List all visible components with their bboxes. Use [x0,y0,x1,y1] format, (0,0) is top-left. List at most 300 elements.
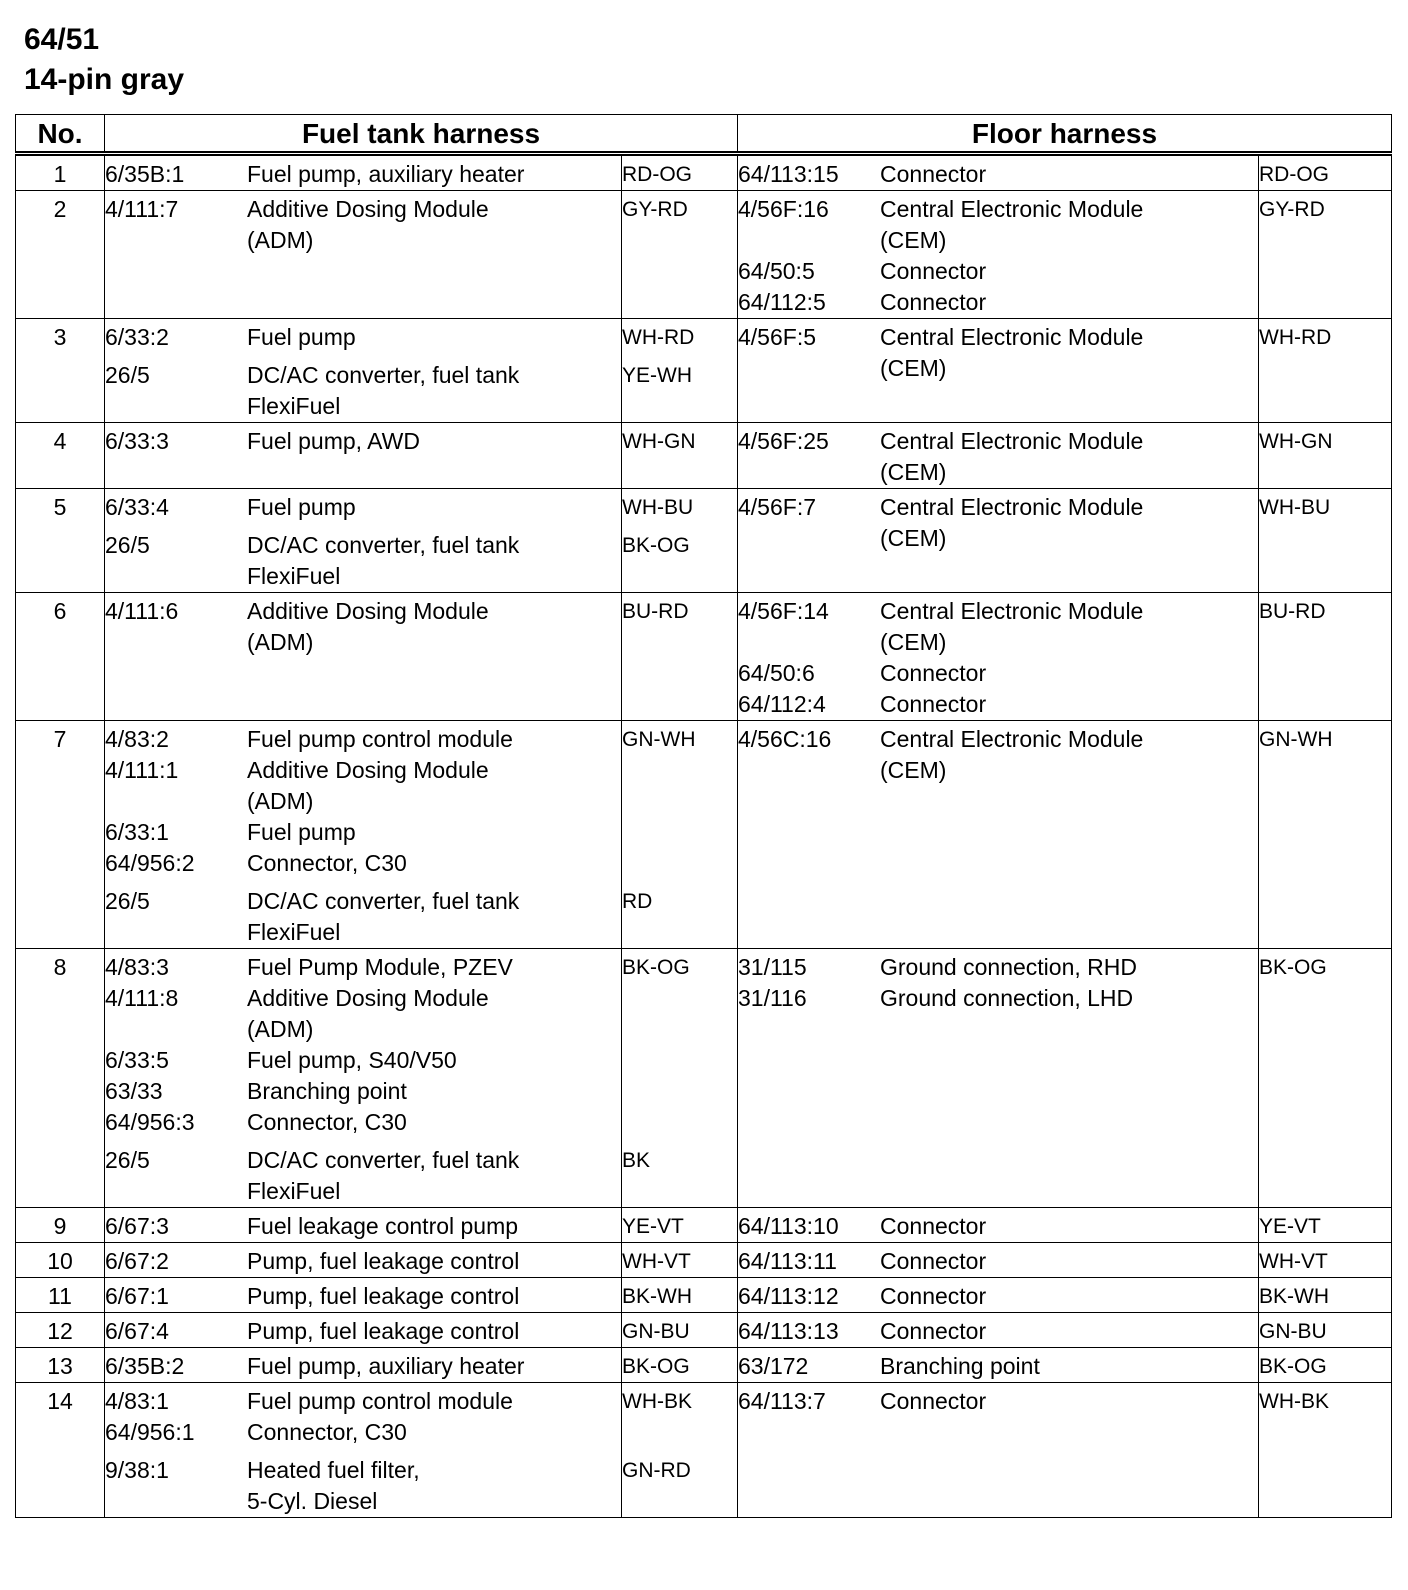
component-reference: 64/956:3 [105,1109,195,1135]
pin-number: 3 [16,319,105,423]
wire-color-group [622,1281,737,1312]
floor-wire-color-cell [1259,593,1392,721]
pin-number: 2 [16,191,105,319]
pin-number: 11 [16,1278,105,1313]
floor-wire-color-cell [1259,1313,1392,1348]
component-description: Fuel leakage control pump [247,1213,519,1239]
pin-number: 12 [16,1313,105,1348]
floor-entry-line [738,287,1258,318]
component-reference: 6/33:2 [105,324,169,350]
component-description: Ground connection, RHD [880,954,1137,980]
fuel-wire-color-cell [622,191,738,319]
wire-color-group [1259,1281,1391,1312]
component-reference: 4/111:6 [105,598,179,624]
floor-entry-group [738,1351,1258,1382]
wire-color: BK-OG [1259,956,1327,979]
fuel-harness-cell [105,1243,622,1278]
fuel-entry-line [105,1281,621,1312]
table-row [16,593,1392,721]
wire-color: RD-OG [622,163,692,186]
component-reference: 64/112:4 [738,691,826,717]
fuel-entry-line [105,1014,621,1045]
fuel-entry-line [105,426,621,457]
wire-color: BK-WH [1259,1285,1329,1308]
component-description: Branching point [880,1353,1040,1379]
fuel-wire-color-cell [622,1348,738,1383]
component-description: Connector [880,161,987,187]
floor-harness-cell [738,949,1259,1208]
connector-type: 14-pin gray [24,63,185,96]
wire-color: WH-RD [1259,326,1332,349]
component-description: Connector [880,258,987,284]
component-reference: 64/50:6 [738,660,815,686]
fuel-entry-group [105,194,621,256]
component-description: Fuel pump control module [247,1388,513,1414]
component-reference: 64/50:5 [738,258,815,284]
fuel-entry-line [105,1386,621,1417]
component-reference: 63/172 [738,1353,809,1379]
component-description: FlexiFuel [247,393,341,419]
wire-color: WH-BU [1259,496,1331,519]
floor-wire-color-cell [1259,154,1392,191]
component-description: Pump, fuel leakage control [247,1283,520,1309]
component-description: (CEM) [880,629,947,655]
fuel-entry-line [105,983,621,1014]
pin-number: 1 [16,154,105,191]
component-description: (CEM) [880,525,947,551]
header-floor-harness: Floor harness [738,115,1392,154]
fuel-harness-cell [105,489,622,593]
component-reference [738,353,880,384]
wire-color-group [622,322,737,353]
component-description: FlexiFuel [247,919,341,945]
fuel-entry-line [105,1351,621,1382]
floor-entry-line [738,689,1258,720]
component-reference: 4/56F:7 [738,494,816,520]
wire-color-group [622,194,737,256]
floor-entry-line [738,1211,1258,1242]
table-row [16,319,1392,423]
component-reference: 4/56F:5 [738,324,816,350]
fuel-wire-color-cell [622,721,738,949]
component-reference [105,1486,247,1517]
floor-entry-group [738,1211,1258,1242]
floor-entry-line [738,1386,1258,1417]
floor-entry-line [738,159,1258,190]
component-description: Additive Dosing Module [247,598,489,624]
fuel-entry-line [105,1455,621,1486]
component-reference: 6/33:4 [105,494,169,520]
fuel-entry-group [105,360,621,422]
component-reference: 31/115 [738,954,807,980]
floor-harness-cell [738,1383,1259,1518]
component-reference: 4/111:7 [105,196,179,222]
fuel-entry-line [105,817,621,848]
floor-wire-color-cell [1259,423,1392,489]
floor-entry-line [738,596,1258,627]
component-description: DC/AC converter, fuel tank [247,532,520,558]
fuel-entry-line [105,159,621,190]
fuel-entry-line [105,596,621,627]
component-description: Fuel pump [247,494,356,520]
component-description: (ADM) [247,227,314,253]
fuel-entry-group [105,1351,621,1382]
floor-harness-cell [738,154,1259,191]
component-reference: 6/67:1 [105,1283,169,1309]
pin-number: 13 [16,1348,105,1383]
component-description: Ground connection, LHD [880,985,1134,1011]
fuel-entry-group [105,952,621,1138]
floor-entry-line [738,256,1258,287]
fuel-entry-line [105,627,621,658]
floor-entry-line [738,426,1258,457]
fuel-harness-cell [105,949,622,1208]
fuel-entry-line [105,848,621,879]
table-row [16,721,1392,949]
fuel-entry-line [105,952,621,983]
fuel-entry-line [105,1246,621,1277]
component-reference [738,225,880,256]
component-reference: 63/33 [105,1078,163,1104]
wire-color-group [1259,1386,1391,1417]
component-description: Branching point [247,1078,407,1104]
component-reference: 26/5 [105,888,150,914]
floor-harness-cell [738,1348,1259,1383]
component-description: Connector, C30 [247,1419,407,1445]
component-reference: 6/67:2 [105,1248,169,1274]
fuel-wire-color-cell [622,593,738,721]
pin-number: 14 [16,1383,105,1518]
component-description: Fuel pump, auxiliary heater [247,161,525,187]
component-reference: 4/83:1 [105,1388,169,1414]
component-reference: 4/56F:25 [738,428,829,454]
pin-number: 10 [16,1243,105,1278]
wire-color: BU-RD [1259,600,1326,623]
wire-color: YE-VT [1259,1215,1321,1238]
floor-entry-line [738,627,1258,658]
document-heading [24,20,184,100]
fuel-entry-line [105,530,621,561]
floor-wire-color-cell [1259,949,1392,1208]
wire-color-group [622,1246,737,1277]
wire-color: GN-BU [1259,1320,1327,1343]
component-reference: 4/83:2 [105,726,169,752]
wire-color-group [622,426,737,457]
floor-entry-group [738,1316,1258,1347]
floor-harness-cell [738,191,1259,319]
component-description: Fuel pump, AWD [247,428,420,454]
component-description: (CEM) [880,355,947,381]
component-reference: 64/113:15 [738,161,839,187]
component-reference [105,225,247,256]
wire-color-group [1259,1211,1391,1242]
fuel-wire-color-cell [622,1383,738,1518]
floor-entry-group [738,1281,1258,1312]
fuel-entry-line [105,225,621,256]
wire-color: BK-OG [622,1355,690,1378]
wire-color: BU-RD [622,600,689,623]
floor-wire-color-cell [1259,1348,1392,1383]
table-row [16,949,1392,1208]
fuel-harness-cell [105,1278,622,1313]
floor-entry-line [738,1351,1258,1382]
component-description: Central Electronic Module [880,196,1144,222]
wire-color-group [1259,426,1391,488]
fuel-entry-line [105,917,621,948]
component-reference [738,755,880,786]
floor-entry-group [738,1246,1258,1277]
component-reference [105,561,247,592]
table-row [16,1278,1392,1313]
table-header-row [16,115,1392,154]
component-description: Additive Dosing Module [247,985,489,1011]
component-description: Connector [880,691,987,717]
fuel-entry-line [105,755,621,786]
pin-number: 5 [16,489,105,593]
wire-color-group [622,492,737,523]
table-row [16,191,1392,319]
fuel-wire-color-cell [622,154,738,191]
component-description: Fuel pump control module [247,726,513,752]
wire-color-group [622,1316,737,1347]
wire-color: WH-VT [622,1250,691,1273]
component-description: (ADM) [247,1016,314,1042]
wire-color-group [1259,952,1391,1014]
component-description: Connector, C30 [247,1109,407,1135]
wire-color: WH-RD [622,326,695,349]
component-description: Fuel pump, S40/V50 [247,1047,457,1073]
table-row [16,1243,1392,1278]
component-description: Fuel Pump Module, PZEV [247,954,513,980]
component-description: DC/AC converter, fuel tank [247,1147,520,1173]
floor-entry-group [738,426,1258,488]
component-reference [105,391,247,422]
header-no: No. [16,115,105,154]
component-description: Connector [880,1318,987,1344]
fuel-harness-cell [105,593,622,721]
component-description: Additive Dosing Module [247,757,489,783]
component-reference: 4/56F:16 [738,196,829,222]
fuel-entry-line [105,1486,621,1517]
fuel-harness-cell [105,191,622,319]
fuel-wire-color-cell [622,489,738,593]
floor-wire-color-cell [1259,319,1392,423]
wire-color: GN-RD [622,1459,691,1482]
wire-color: WH-BK [1259,1390,1329,1413]
fuel-wire-color-cell [622,319,738,423]
wire-color-group [1259,724,1391,786]
floor-entry-line [738,1316,1258,1347]
table-row [16,154,1392,191]
component-reference: 6/35B:1 [105,161,185,187]
fuel-wire-color-cell [622,1243,738,1278]
wire-color: GY-RD [622,198,688,221]
floor-entry-line [738,194,1258,225]
component-reference [105,1176,247,1207]
wire-color: WH-GN [1259,430,1333,453]
wire-color: GN-BU [622,1320,690,1343]
floor-entry-group [738,322,1258,384]
fuel-entry-group [105,159,621,190]
component-reference: 4/111:8 [105,985,179,1011]
component-description: Fuel pump [247,819,356,845]
fuel-entry-group [105,724,621,879]
component-description: (CEM) [880,459,947,485]
wire-color-group [1259,1351,1391,1382]
component-description: FlexiFuel [247,563,341,589]
wire-color: RD-OG [1259,163,1329,186]
floor-harness-cell [738,721,1259,949]
floor-entry-line [738,952,1258,983]
floor-entry-line [738,492,1258,523]
component-reference: 9/38:1 [105,1457,169,1483]
component-reference: 64/956:2 [105,850,195,876]
fuel-entry-line [105,492,621,523]
wire-color-group [1259,159,1391,190]
fuel-entry-line [105,1316,621,1347]
floor-entry-line [738,1246,1258,1277]
wire-color-group [622,724,737,879]
wire-color-group [622,159,737,190]
floor-entry-line [738,457,1258,488]
component-description: (CEM) [880,757,947,783]
component-description: (CEM) [880,227,947,253]
component-description: Central Electronic Module [880,428,1144,454]
floor-harness-cell [738,1313,1259,1348]
component-description: Fuel pump [247,324,356,350]
floor-entry-line [738,523,1258,554]
floor-entry-group [738,724,1258,786]
wire-color-group [622,1211,737,1242]
fuel-entry-line [105,724,621,755]
component-description: DC/AC converter, fuel tank [247,888,520,914]
component-reference [105,627,247,658]
floor-entry-group [738,952,1258,1014]
component-description: Connector [880,1248,987,1274]
table-row [16,423,1392,489]
component-description: (ADM) [247,629,314,655]
floor-harness-cell [738,319,1259,423]
wire-color-group [1259,596,1391,720]
pin-number: 8 [16,949,105,1208]
wire-color-group [1259,1246,1391,1277]
floor-entry-line [738,755,1258,786]
component-reference [738,627,880,658]
component-reference: 64/112:5 [738,289,826,315]
wire-color-group [622,1351,737,1382]
component-description: Connector [880,289,987,315]
component-reference: 6/33:5 [105,1047,169,1073]
wire-color: BK [622,1149,651,1172]
wire-color-group [622,596,737,658]
table-row [16,489,1392,593]
wire-color: RD [622,890,653,913]
fuel-entry-line [105,1076,621,1107]
component-reference: 64/956:1 [105,1419,195,1445]
table-row [16,1313,1392,1348]
fuel-entry-line [105,886,621,917]
fuel-entry-group [105,530,621,592]
fuel-entry-group [105,1281,621,1312]
component-reference: 64/113:13 [738,1318,839,1344]
pin-number: 9 [16,1208,105,1243]
fuel-entry-line [105,1107,621,1138]
fuel-harness-cell [105,1348,622,1383]
pin-assignment-table [15,114,1392,1518]
floor-wire-color-cell [1259,721,1392,949]
floor-entry-line [738,658,1258,689]
fuel-entry-line [105,786,621,817]
floor-entry-group [738,596,1258,720]
fuel-wire-color-cell [622,1208,738,1243]
component-description: Connector [880,660,987,686]
fuel-entry-group [105,426,621,457]
component-reference [105,917,247,948]
fuel-entry-line [105,360,621,391]
component-reference: 6/67:3 [105,1213,169,1239]
floor-entry-line [738,353,1258,384]
component-reference: 64/113:11 [738,1248,837,1274]
fuel-entry-group [105,1386,621,1448]
component-reference [738,523,880,554]
floor-wire-color-cell [1259,489,1392,593]
component-reference: 4/83:3 [105,954,169,980]
fuel-wire-color-cell [622,949,738,1208]
component-reference: 4/56F:14 [738,598,829,624]
floor-harness-cell [738,489,1259,593]
wire-color-group [622,530,737,592]
fuel-entry-line [105,322,621,353]
fuel-entry-group [105,1246,621,1277]
component-reference: 6/33:3 [105,428,169,454]
wire-color: YE-VT [622,1215,684,1238]
wire-color: WH-GN [622,430,696,453]
component-reference: 64/113:7 [738,1388,826,1414]
wire-color-group [622,1455,737,1517]
wire-color: WH-VT [1259,1250,1328,1273]
wire-color-group [622,360,737,422]
component-reference: 4/111:1 [105,757,179,783]
wire-color: BK-OG [622,534,690,557]
floor-harness-cell [738,1278,1259,1313]
floor-wire-color-cell [1259,1208,1392,1243]
component-description: DC/AC converter, fuel tank [247,362,520,388]
component-reference: 64/113:12 [738,1283,839,1309]
wire-color-group [622,886,737,948]
component-reference: 6/67:4 [105,1318,169,1344]
fuel-entry-group [105,492,621,523]
component-description: Connector [880,1283,987,1309]
component-description: Heated fuel filter, [247,1457,420,1483]
wire-color: WH-BK [622,1390,692,1413]
wire-color: YE-WH [622,364,692,387]
floor-entry-group [738,492,1258,554]
component-description: FlexiFuel [247,1178,341,1204]
component-description: Pump, fuel leakage control [247,1248,520,1274]
component-description: Fuel pump, auxiliary heater [247,1353,525,1379]
wire-color: BK-OG [1259,1355,1327,1378]
component-reference: 26/5 [105,532,150,558]
floor-entry-line [738,983,1258,1014]
wire-color-group [1259,194,1391,318]
fuel-entry-line [105,1211,621,1242]
wire-color: BK-OG [622,956,690,979]
component-description: Connector [880,1213,987,1239]
wire-color-group [1259,492,1391,554]
component-reference: 26/5 [105,1147,150,1173]
fuel-entry-line [105,391,621,422]
wire-color: WH-BU [622,496,694,519]
